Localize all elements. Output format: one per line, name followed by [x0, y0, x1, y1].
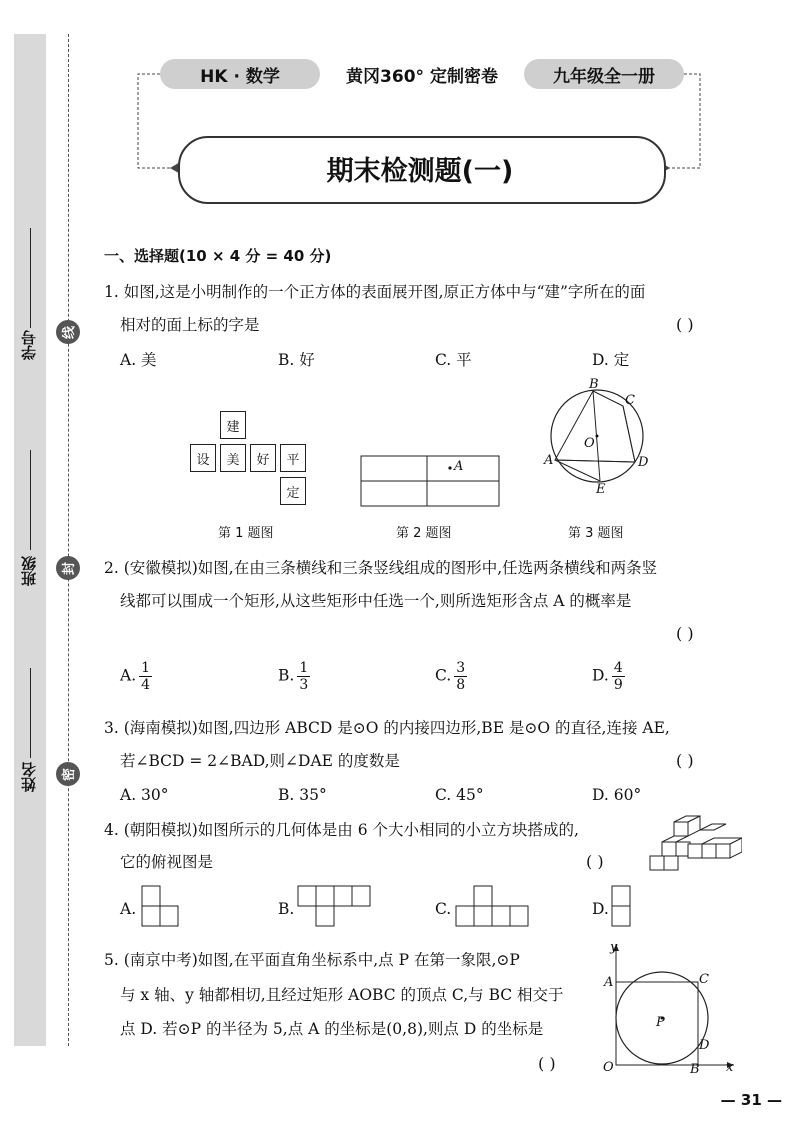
- q4-option-a: A.: [120, 900, 137, 918]
- q4-option-c: C.: [435, 900, 452, 918]
- net-cell: 定: [280, 477, 306, 505]
- q2-option-d: D. $\frac{4}{9}$: [592, 660, 623, 693]
- fig3-label-e: E: [596, 482, 606, 497]
- fig1-caption: 第 1 题图: [218, 526, 274, 541]
- q1-option-c: C. 平: [435, 351, 472, 369]
- q1-line2: 相对的面上标的字是: [120, 316, 260, 334]
- net-cell: 平: [280, 444, 306, 472]
- student-id-line: [30, 228, 31, 328]
- q5-answer-paren: ( ): [538, 1054, 556, 1073]
- seal-mark-secret: 密: [56, 762, 80, 786]
- q1-line1: 1. 如图,这是小明制作的一个正方体的表面展开图,原正方体中与“建”字所在的面: [104, 283, 646, 301]
- q1-option-b: B. 好: [278, 351, 315, 369]
- name-line: [30, 668, 31, 758]
- q4-option-d: D.: [592, 900, 609, 918]
- q3-option-a: A. 30°: [120, 786, 169, 804]
- q1-option-a: A. 美: [120, 351, 157, 369]
- fig3-label-c: C: [625, 393, 635, 408]
- q4-option-d-figure: [610, 884, 634, 930]
- q2-line1: 2. (安徽模拟)如图,在由三条横线和三条竖线组成的图形中,任选两条横线和两条竖: [104, 559, 658, 577]
- q3-answer-paren: ( ): [676, 751, 694, 770]
- fig3-label-o: O: [584, 436, 595, 451]
- fig3-label-d: D: [638, 455, 649, 470]
- section-heading: 一、选择题(10 × 4 分 = 40 分): [104, 247, 332, 265]
- q5-label-y: y: [610, 940, 618, 955]
- q4-solid-figure: [648, 814, 742, 874]
- q5-label-p: P: [656, 1015, 665, 1030]
- seal-mark-seal: 封: [56, 556, 80, 580]
- class-line: [30, 450, 31, 550]
- q2-answer-paren: ( ): [676, 624, 694, 643]
- q4-option-a-figure: [140, 884, 184, 930]
- q4-line1: 4. (朝阳模拟)如图所示的几何体是由 6 个大小相同的小立方块搭成的,: [104, 821, 579, 839]
- fig2-grid: [355, 450, 505, 512]
- q1-option-d: D. 定: [592, 351, 630, 369]
- net-cell: 美: [220, 444, 246, 472]
- grade-pill: 九年级全一册: [524, 59, 684, 89]
- fig3-label-b: B: [589, 377, 599, 392]
- fig3-caption: 第 3 题图: [568, 526, 624, 541]
- class-label: 班级: [20, 556, 38, 586]
- q5-line3: 点 D. 若⊙P 的半径为 5,点 A 的坐标是(0,8),则点 D 的坐标是: [120, 1020, 544, 1038]
- q5-label-a: A: [604, 975, 614, 990]
- q5-label-o: O: [603, 1060, 614, 1075]
- q5-label-x: x: [726, 1060, 734, 1075]
- q4-option-c-figure: [454, 884, 534, 930]
- q4-answer-paren: ( ): [586, 852, 604, 871]
- q2-option-a: A. $\frac{1}{4}$: [120, 660, 151, 693]
- page-title: 期末检测题(一): [326, 155, 514, 187]
- q5-label-b: B: [690, 1062, 700, 1077]
- q4-option-b-figure: [296, 884, 376, 930]
- subject-pill: HK · 数学: [160, 59, 320, 89]
- net-cell: 设: [190, 444, 216, 472]
- q5-label-c: C: [699, 972, 709, 987]
- q5-line2: 与 x 轴、y 轴都相切,且经过矩形 AOBC 的顶点 C,与 BC 相交于: [120, 986, 564, 1004]
- page-number: — 31 —: [720, 1091, 782, 1109]
- q3-line2: 若∠BCD = 2∠BAD,则∠DAE 的度数是: [120, 752, 400, 770]
- q2-option-c: C. $\frac{3}{8}$: [435, 660, 466, 693]
- net-cell: 建: [220, 411, 246, 439]
- q4-line2: 它的俯视图是: [120, 853, 214, 871]
- q2-line2: 线都可以围成一个矩形,从这些矩形中任选一个,则所选矩形含点 A 的概率是: [120, 592, 632, 610]
- net-cell: 好: [250, 444, 276, 472]
- q2-option-b: B. $\frac{1}{3}$: [278, 660, 309, 693]
- seal-mark-line: 线: [56, 320, 80, 344]
- q3-option-b: B. 35°: [278, 786, 327, 804]
- q5-coordinate-figure: [596, 940, 741, 1075]
- fig3-label-a: A: [544, 453, 554, 468]
- student-id-label: 学号: [20, 330, 38, 360]
- q5-line1: 5. (南京中考)如图,在平面直角坐标系中,点 P 在第一象限,⊙P: [104, 951, 520, 969]
- fig2-point-a: A: [454, 459, 464, 474]
- name-label: 姓名: [20, 762, 38, 792]
- q3-line1: 3. (海南模拟)如图,四边形 ABCD 是⊙O 的内接四边形,BE 是⊙O 的直径,连接 AE,: [104, 719, 670, 737]
- q5-label-d: D: [699, 1038, 710, 1053]
- series-name: 黄冈360° 定制密卷: [346, 66, 498, 87]
- q3-option-d: D. 60°: [592, 786, 642, 804]
- fig2-caption: 第 2 题图: [396, 526, 452, 541]
- q1-answer-paren: ( ): [676, 315, 694, 334]
- fig3-circle: [540, 378, 660, 498]
- q3-option-c: C. 45°: [435, 786, 484, 804]
- q4-option-b: B.: [278, 900, 295, 918]
